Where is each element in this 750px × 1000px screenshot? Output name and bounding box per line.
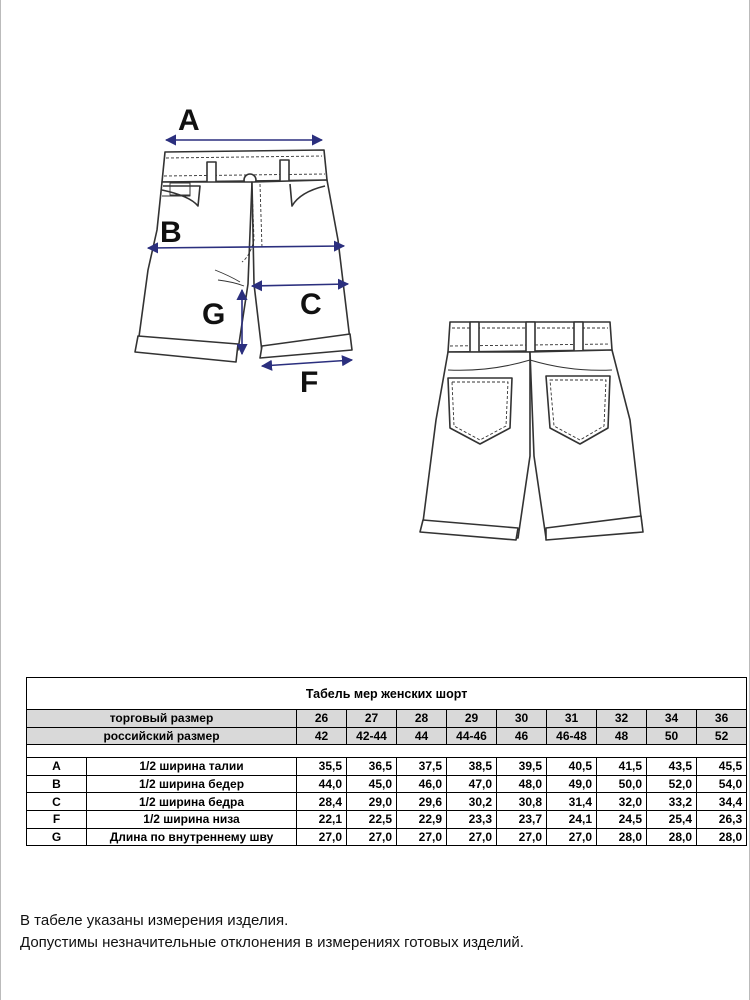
table-cell: 22,9 <box>397 810 447 828</box>
table-cell: 44 <box>397 727 447 745</box>
table-cell: 22,5 <box>347 810 397 828</box>
table-cell: 52 <box>697 727 747 745</box>
measure-name: Длина по внутреннему шву <box>87 828 297 846</box>
table-cell: 46-48 <box>547 727 597 745</box>
table-cell: 28,0 <box>697 828 747 846</box>
table-cell: 46,0 <box>397 775 447 793</box>
table-cell: 27,0 <box>297 828 347 846</box>
table-cell: 48 <box>597 727 647 745</box>
table-cell: 33,2 <box>647 793 697 811</box>
table-cell: 25,4 <box>647 810 697 828</box>
dimension-label-g: G <box>202 298 226 331</box>
table-cell: 38,5 <box>447 758 497 776</box>
trade-size-row <box>27 710 747 728</box>
table-cell: 47,0 <box>447 775 497 793</box>
table-cell: 30,8 <box>497 793 547 811</box>
table-cell: 34,4 <box>697 793 747 811</box>
note-line-2: Допустимы незначительные отклонения в измерениях готовых изделий. <box>20 934 524 951</box>
table-cell: 35,5 <box>297 758 347 776</box>
table-cell: 29 <box>447 710 497 728</box>
table-cell: 23,7 <box>497 810 547 828</box>
table-cell: 54,0 <box>697 775 747 793</box>
table-cell: 34 <box>647 710 697 728</box>
table-cell: 30 <box>497 710 547 728</box>
table-cell: 42-44 <box>347 727 397 745</box>
table-row <box>27 828 747 846</box>
table-cell: 50 <box>647 727 697 745</box>
table-cell: 36 <box>697 710 747 728</box>
measure-name: 1/2 ширина бедер <box>87 775 297 793</box>
front-view <box>135 150 352 362</box>
table-cell: 46 <box>497 727 547 745</box>
dimension-label-f: F <box>300 366 319 399</box>
table-cell: 49,0 <box>547 775 597 793</box>
measure-name: 1/2 ширина талии <box>87 758 297 776</box>
russian-size-row <box>27 727 747 745</box>
table-row <box>27 758 747 776</box>
table-cell: 27,0 <box>497 828 547 846</box>
table-cell: 37,5 <box>397 758 447 776</box>
table-cell: 48,0 <box>497 775 547 793</box>
table-cell: 27,0 <box>347 828 397 846</box>
note-line-1: В табеле указаны измерения изделия. <box>20 912 289 929</box>
table-cell: 45,0 <box>347 775 397 793</box>
back-view <box>420 322 643 540</box>
table-cell: 41,5 <box>597 758 647 776</box>
table-cell: 39,5 <box>497 758 547 776</box>
table-cell: 24,1 <box>547 810 597 828</box>
table-cell: 31,4 <box>547 793 597 811</box>
dimension-label-a: A <box>178 104 200 137</box>
table-cell: 23,3 <box>447 810 497 828</box>
table-cell: 50,0 <box>597 775 647 793</box>
table-cell: 44-46 <box>447 727 497 745</box>
measure-code: A <box>27 758 87 776</box>
table-cell: 28,4 <box>297 793 347 811</box>
table-cell: 27,0 <box>447 828 497 846</box>
dimension-label-c: C <box>300 288 322 321</box>
measure-name: 1/2 ширина бедра <box>87 793 297 811</box>
russian-size-label: российский размер <box>27 727 297 745</box>
table-cell: 28,0 <box>597 828 647 846</box>
table-cell: 40,5 <box>547 758 597 776</box>
table-cell: 45,5 <box>697 758 747 776</box>
table-cell: 32 <box>597 710 647 728</box>
table-cell: 30,2 <box>447 793 497 811</box>
table-cell: 26,3 <box>697 810 747 828</box>
table-cell: 27,0 <box>397 828 447 846</box>
table-cell: 36,5 <box>347 758 397 776</box>
table-cell: 26 <box>297 710 347 728</box>
measure-name: 1/2 ширина низа <box>87 810 297 828</box>
table-cell: 31 <box>547 710 597 728</box>
table-cell: 52,0 <box>647 775 697 793</box>
measure-code: C <box>27 793 87 811</box>
table-cell: 29,0 <box>347 793 397 811</box>
size-table <box>26 677 747 846</box>
table-row <box>27 810 747 828</box>
table-title: Табель мер женских шорт <box>27 678 747 710</box>
measure-code: G <box>27 828 87 846</box>
dimension-label-b: B <box>160 216 182 249</box>
table-cell: 28,0 <box>647 828 697 846</box>
table-cell: 24,5 <box>597 810 647 828</box>
table-cell: 32,0 <box>597 793 647 811</box>
table-cell: 43,5 <box>647 758 697 776</box>
notes <box>20 910 524 954</box>
table-cell: 28 <box>397 710 447 728</box>
table-row <box>27 775 747 793</box>
table-cell: 29,6 <box>397 793 447 811</box>
measure-code: B <box>27 775 87 793</box>
table-cell: 22,1 <box>297 810 347 828</box>
table-row <box>27 793 747 811</box>
table-cell: 44,0 <box>297 775 347 793</box>
spacer-row <box>27 745 747 758</box>
table-cell: 42 <box>297 727 347 745</box>
measure-code: F <box>27 810 87 828</box>
table-cell: 27,0 <box>547 828 597 846</box>
trade-size-label: торговый размер <box>27 710 297 728</box>
table-cell: 27 <box>347 710 397 728</box>
